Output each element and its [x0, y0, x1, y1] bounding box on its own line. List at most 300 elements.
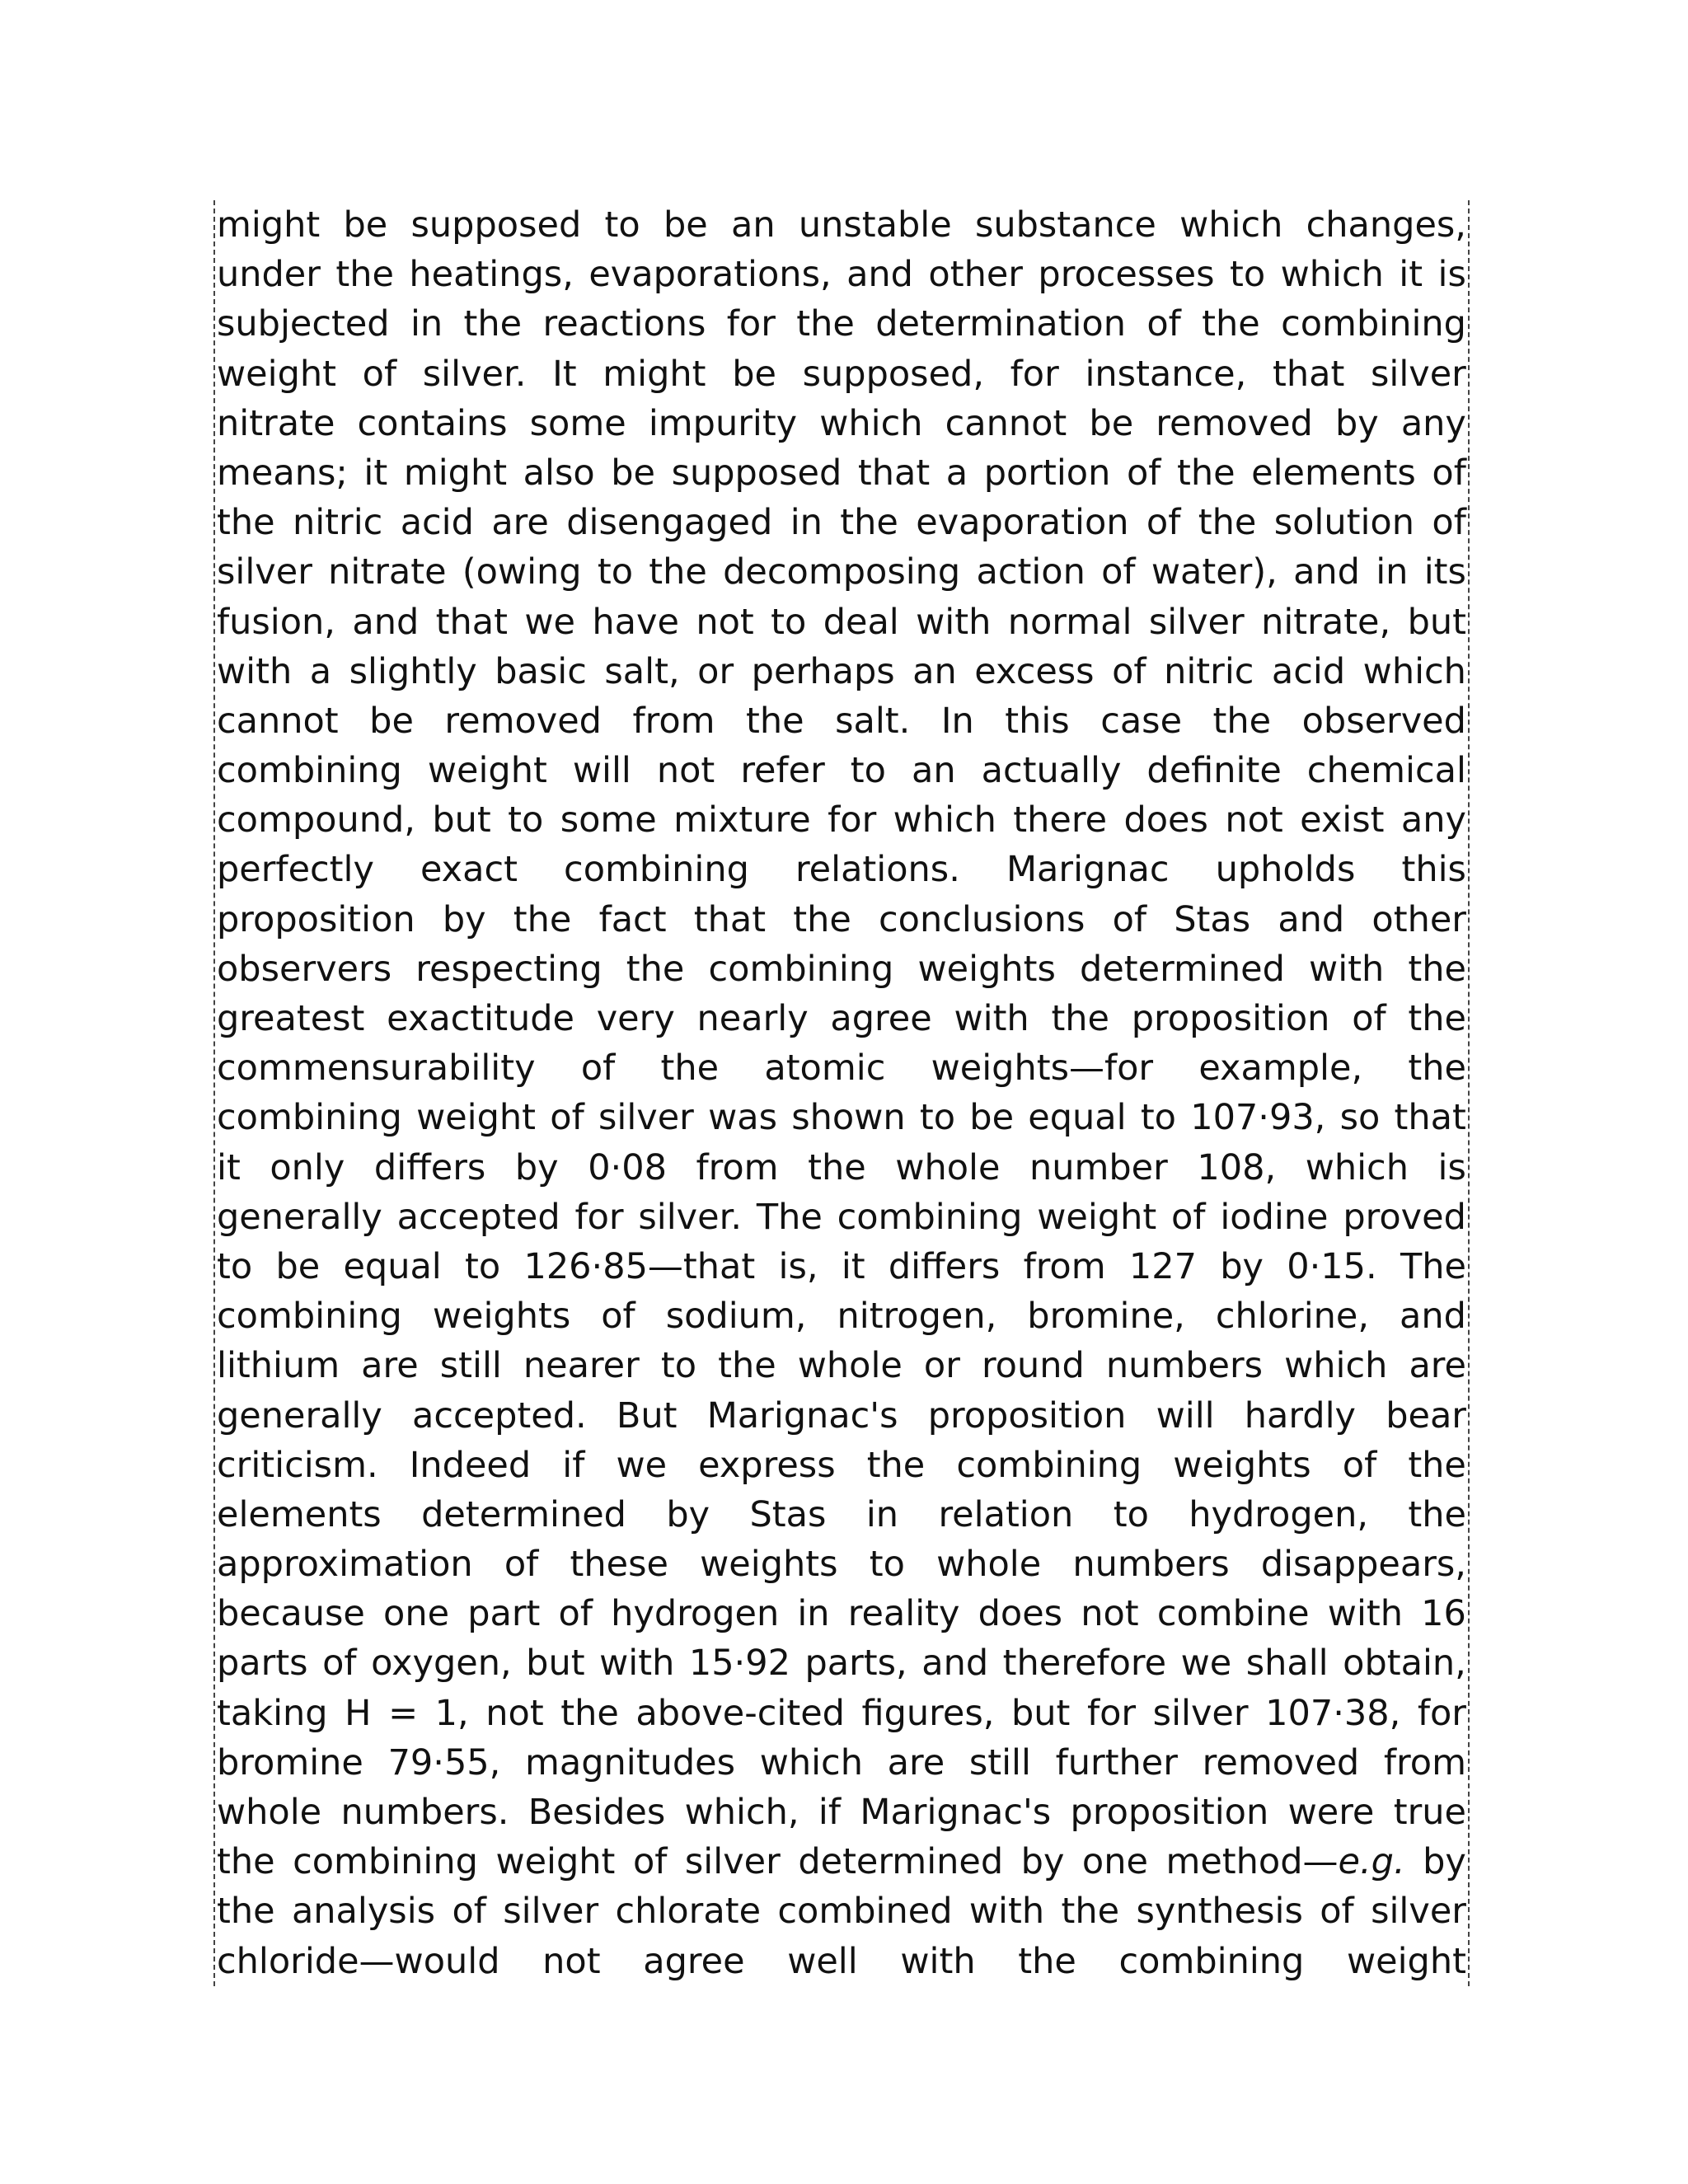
word: part	[467, 1593, 541, 1635]
text-line	[217, 1540, 1466, 1589]
text-line	[217, 1837, 1466, 1886]
word: does	[1123, 799, 1208, 841]
word: equal	[1028, 1097, 1127, 1139]
word: substance	[974, 204, 1156, 246]
text-line	[217, 1143, 1466, 1193]
word: might	[217, 204, 321, 246]
word: were	[1287, 1792, 1375, 1833]
word: of	[1171, 1196, 1206, 1238]
word: only	[270, 1146, 345, 1188]
word: 15·92	[688, 1643, 790, 1685]
word: the	[463, 303, 523, 345]
text-line	[217, 795, 1466, 845]
word: figures,	[861, 1692, 995, 1734]
word: from	[1023, 1245, 1106, 1287]
word: iodine	[1220, 1196, 1329, 1238]
word: accepted	[396, 1196, 560, 1238]
word: the	[1051, 998, 1110, 1039]
word: synthesis	[1136, 1891, 1303, 1933]
word: to	[771, 601, 807, 643]
word: does	[978, 1593, 1063, 1635]
word: weights	[1173, 1444, 1311, 1486]
text-line	[217, 299, 1466, 349]
word: to	[660, 1345, 697, 1387]
word: other	[928, 254, 1023, 296]
word: to	[1229, 254, 1266, 296]
word: nitric	[1164, 650, 1254, 692]
word: exact	[420, 849, 518, 891]
text-line	[217, 1291, 1466, 1341]
word: the	[1176, 452, 1236, 494]
word: be	[275, 1245, 321, 1287]
word: which	[819, 402, 923, 444]
word: elements	[1251, 452, 1416, 494]
word: Indeed	[409, 1444, 532, 1486]
word: fusion,	[217, 601, 335, 643]
word: instance,	[1085, 353, 1247, 395]
word: a	[945, 452, 968, 494]
text-line	[217, 547, 1466, 597]
word: to	[869, 1544, 905, 1586]
word: silver.	[422, 353, 527, 395]
page-text-block	[213, 200, 1470, 1986]
word: the	[1408, 1047, 1466, 1090]
word: further	[1055, 1741, 1178, 1783]
word: not	[696, 601, 754, 643]
text-line	[217, 895, 1466, 944]
word: determined	[1080, 948, 1285, 990]
word: the	[1018, 1940, 1076, 1982]
word: with	[1309, 948, 1385, 990]
word: Besides	[528, 1792, 666, 1833]
word: combined	[777, 1891, 953, 1933]
word: silver	[1148, 601, 1245, 643]
word: excess	[974, 650, 1095, 692]
word: of	[362, 353, 397, 395]
word: chloride—would	[217, 1940, 500, 1982]
word: weight	[217, 353, 336, 395]
word: salt,	[604, 650, 680, 692]
text-line	[217, 498, 1466, 547]
word: by	[1220, 1245, 1264, 1287]
word: obtain,	[1343, 1643, 1466, 1685]
word: sodium,	[665, 1296, 807, 1338]
word: weights	[917, 948, 1056, 990]
word: respecting	[415, 948, 603, 990]
word: 126·85—that	[523, 1245, 756, 1287]
word: of	[550, 1097, 584, 1139]
word: it	[363, 452, 388, 494]
word: number	[1029, 1146, 1168, 1188]
word: be	[611, 452, 655, 494]
word: generally	[217, 1394, 382, 1436]
word: 107·93,	[1190, 1097, 1326, 1139]
word: which	[893, 799, 996, 841]
word: weights	[432, 1296, 571, 1338]
word: cannot	[217, 700, 339, 742]
text-line	[217, 1589, 1466, 1638]
word: to	[850, 750, 886, 792]
word: which	[1280, 254, 1384, 296]
word: reality	[847, 1593, 960, 1635]
word: to	[217, 1245, 253, 1287]
word: perfectly	[217, 849, 374, 891]
word: Marignac's	[860, 1792, 1052, 1833]
word: and	[1278, 898, 1345, 940]
word: might	[603, 353, 706, 395]
word: definite	[1146, 750, 1282, 792]
word: silver	[217, 551, 312, 593]
word: that	[693, 898, 767, 940]
word: 79·55,	[387, 1741, 501, 1783]
word: of	[632, 1841, 668, 1883]
word: exist	[1300, 799, 1385, 841]
word: with	[968, 1891, 1045, 1933]
word: this	[1401, 849, 1466, 891]
word: water),	[1151, 551, 1278, 593]
word: 107·38,	[1265, 1692, 1401, 1734]
word: but	[1011, 1692, 1071, 1734]
word: weight	[1346, 1940, 1466, 1982]
word: observers	[217, 948, 392, 990]
word: the	[217, 1891, 275, 1933]
word: in	[790, 502, 823, 544]
word: supposed	[671, 452, 842, 494]
text-line	[217, 1043, 1466, 1093]
word: to	[1113, 1493, 1149, 1535]
word: of	[1112, 650, 1146, 692]
word: bromine	[217, 1741, 363, 1783]
word: removed	[1202, 1741, 1360, 1783]
word: these	[570, 1544, 668, 1586]
word: decomposing	[723, 551, 961, 593]
word: nearer	[523, 1345, 640, 1387]
word: normal	[1007, 601, 1132, 643]
word: the	[793, 898, 851, 940]
word: the	[626, 948, 685, 990]
word: mixture	[673, 799, 811, 841]
word: it	[841, 1245, 865, 1287]
word: under	[217, 254, 321, 296]
word: from	[696, 1146, 779, 1188]
word: agree	[830, 998, 932, 1039]
word: still	[439, 1345, 502, 1387]
word: parts,	[804, 1643, 907, 1685]
word: 127	[1128, 1245, 1197, 1287]
word: accepted.	[412, 1394, 587, 1436]
word: was	[708, 1097, 778, 1139]
word: by	[514, 1146, 559, 1188]
word: which,	[684, 1792, 799, 1833]
word: proposition	[1131, 998, 1330, 1039]
word: because	[217, 1593, 365, 1635]
word: The	[1400, 1245, 1466, 1287]
word: is	[1437, 254, 1466, 296]
word: an	[912, 650, 957, 692]
text-line	[217, 598, 1466, 647]
word: But	[616, 1394, 678, 1436]
word: be	[343, 204, 388, 246]
word: are	[491, 502, 549, 544]
word: Marignac's	[706, 1394, 898, 1436]
text-line	[217, 1638, 1466, 1688]
word: generally	[217, 1196, 382, 1238]
word: of	[1342, 1444, 1377, 1486]
word: of	[1320, 1891, 1354, 1933]
word: which	[1305, 1146, 1409, 1188]
word: not	[485, 1692, 544, 1734]
word: silver	[684, 1841, 781, 1883]
word: combine	[1156, 1593, 1310, 1635]
word: slightly	[349, 650, 477, 692]
word: weight	[416, 1097, 537, 1139]
text-line	[217, 647, 1466, 696]
word: by	[666, 1493, 710, 1535]
word: combining	[956, 1444, 1142, 1486]
word: be	[1089, 402, 1134, 444]
word: one	[1081, 1841, 1148, 1883]
word: of	[601, 1296, 635, 1338]
word: In	[940, 700, 974, 742]
word: deal	[823, 601, 899, 643]
word: to	[597, 551, 634, 593]
word: that	[1394, 1097, 1466, 1139]
word: relation	[938, 1493, 1074, 1535]
word: nitrate,	[1261, 601, 1391, 643]
text-line	[217, 250, 1466, 299]
word: are	[1409, 1345, 1466, 1387]
word: chlorine,	[1215, 1296, 1370, 1338]
word: it	[217, 1146, 241, 1188]
word: the	[335, 254, 394, 296]
word: magnitudes	[525, 1741, 736, 1783]
word: of	[580, 1047, 616, 1090]
word: combining	[217, 1097, 402, 1139]
word: still	[968, 1741, 1031, 1783]
word: bear	[1386, 1394, 1466, 1436]
word: combining	[293, 1841, 478, 1883]
word: for	[726, 303, 776, 345]
word: combining	[837, 1196, 1023, 1238]
text-line	[217, 1738, 1466, 1788]
word: subjected	[217, 303, 390, 345]
word: in	[1376, 551, 1409, 593]
text-line	[217, 1689, 1466, 1738]
word: disappears,	[1260, 1544, 1466, 1586]
word: parts	[217, 1643, 308, 1685]
word: perhaps	[751, 650, 895, 692]
word: salt.	[835, 700, 911, 742]
word: whole	[936, 1544, 1042, 1586]
text-line	[217, 1441, 1466, 1490]
word: of	[1432, 502, 1466, 544]
word: Stas	[749, 1493, 827, 1535]
word: of	[1101, 551, 1136, 593]
word: differs	[373, 1146, 486, 1188]
word: actually	[981, 750, 1122, 792]
word: nearly	[696, 998, 809, 1039]
word: round	[981, 1345, 1085, 1387]
word: of	[558, 1593, 593, 1635]
word: conclusions	[879, 898, 1085, 940]
word: impurity	[648, 402, 798, 444]
word: if	[562, 1444, 585, 1486]
word: and	[846, 254, 913, 296]
word: the	[1202, 303, 1260, 345]
word: approximation	[217, 1544, 473, 1586]
word: of	[1146, 502, 1181, 544]
word: in	[797, 1593, 830, 1635]
word: which	[1362, 650, 1466, 692]
word: with	[900, 1940, 976, 1982]
word: of	[1126, 452, 1161, 494]
word: the	[217, 1841, 275, 1883]
word: are	[361, 1345, 419, 1387]
word: it	[1399, 254, 1423, 296]
text-line	[217, 399, 1466, 448]
word: supposed	[410, 204, 582, 246]
word: of	[504, 1544, 539, 1586]
word: the	[1408, 948, 1466, 990]
text-line	[217, 1242, 1466, 1291]
word: one	[383, 1593, 450, 1635]
word: the	[217, 502, 275, 544]
word: for	[574, 1196, 624, 1238]
word: nitrogen,	[837, 1296, 997, 1338]
word: contains	[357, 402, 508, 444]
word: with	[1327, 1593, 1404, 1635]
word: heatings,	[409, 254, 574, 296]
word: proved	[1343, 1196, 1466, 1238]
word: some	[560, 799, 657, 841]
word: upholds	[1215, 849, 1356, 891]
word: silver	[503, 1891, 599, 1933]
text-line	[217, 696, 1466, 746]
word: true	[1393, 1792, 1466, 1833]
word: reactions	[542, 303, 706, 345]
word: Stas	[1174, 898, 1251, 940]
word: any	[1400, 402, 1466, 444]
word: a	[309, 650, 332, 692]
word: the	[1408, 998, 1466, 1039]
word: atomic	[764, 1047, 886, 1090]
word: we	[524, 601, 576, 643]
word: so	[1339, 1097, 1381, 1139]
word: we	[616, 1444, 668, 1486]
text-line	[217, 1341, 1466, 1390]
word: hydrogen,	[1189, 1493, 1369, 1535]
word: case	[1100, 700, 1183, 742]
word: lithium	[217, 1345, 340, 1387]
word: of	[1112, 898, 1147, 940]
word: to	[604, 204, 640, 246]
word: proposition	[217, 898, 415, 940]
word: other	[1372, 898, 1466, 940]
word: refer	[740, 750, 825, 792]
word: taking	[217, 1692, 328, 1734]
word: the	[840, 502, 898, 544]
word: numbers.	[340, 1792, 509, 1833]
word: is,	[778, 1245, 818, 1287]
word: not	[1081, 1593, 1139, 1635]
word: which	[1179, 204, 1283, 246]
word: might	[403, 452, 508, 494]
word: proposition	[1070, 1792, 1269, 1833]
word: the	[513, 898, 572, 940]
word: shown	[791, 1097, 906, 1139]
word: of	[1146, 303, 1181, 345]
word: and	[1400, 1296, 1466, 1338]
word: the	[560, 1692, 619, 1734]
word: not	[1225, 799, 1283, 841]
word: there	[1013, 799, 1108, 841]
word: combining	[708, 948, 894, 990]
word: Marignac	[1006, 849, 1170, 891]
word: observed	[1301, 700, 1466, 742]
word: removed	[444, 700, 602, 742]
word: the	[796, 303, 855, 345]
word: but	[1407, 601, 1466, 643]
word: have	[592, 601, 679, 643]
word: of	[452, 1891, 486, 1933]
word: therefore	[1002, 1643, 1167, 1685]
word: be	[369, 700, 414, 742]
text-line	[217, 1788, 1466, 1837]
word: whole	[797, 1345, 903, 1387]
text-line	[217, 1093, 1466, 1142]
word: evaporation	[916, 502, 1129, 544]
word: chlorate	[615, 1891, 762, 1933]
word: for	[1010, 353, 1059, 395]
word: shall	[1245, 1643, 1329, 1685]
text-line	[217, 746, 1466, 795]
word: acid	[400, 502, 474, 544]
word: we	[1180, 1643, 1232, 1685]
word: this	[1005, 700, 1070, 742]
word: with	[599, 1643, 675, 1685]
word: well	[787, 1940, 858, 1982]
word: the	[1198, 502, 1257, 544]
word: determined	[421, 1493, 626, 1535]
word: whole	[895, 1146, 1001, 1188]
word: of	[1352, 998, 1386, 1039]
word: nitrate	[217, 402, 335, 444]
word: combining	[1118, 1940, 1305, 1982]
word: method—e.g.	[1165, 1841, 1405, 1883]
word: of	[1432, 452, 1466, 494]
word: an	[730, 204, 776, 246]
word: be	[663, 204, 708, 246]
word: evaporations,	[588, 254, 832, 296]
word: for	[1417, 1692, 1466, 1734]
text-line	[217, 200, 1466, 250]
word: removed	[1156, 402, 1313, 444]
word: silver	[1371, 1891, 1466, 1933]
word: an	[911, 750, 956, 792]
word: 0·08	[588, 1146, 667, 1188]
word: 0·15.	[1287, 1245, 1377, 1287]
word: means;	[217, 452, 348, 494]
word: =	[388, 1692, 419, 1734]
word: hydrogen	[611, 1593, 780, 1635]
word: proposition	[927, 1394, 1127, 1436]
word: not	[656, 750, 715, 792]
word: for	[828, 799, 877, 841]
word: whole	[217, 1792, 322, 1833]
word: combining	[217, 1296, 402, 1338]
word: silver	[1152, 1692, 1249, 1734]
text-line	[217, 1490, 1466, 1540]
